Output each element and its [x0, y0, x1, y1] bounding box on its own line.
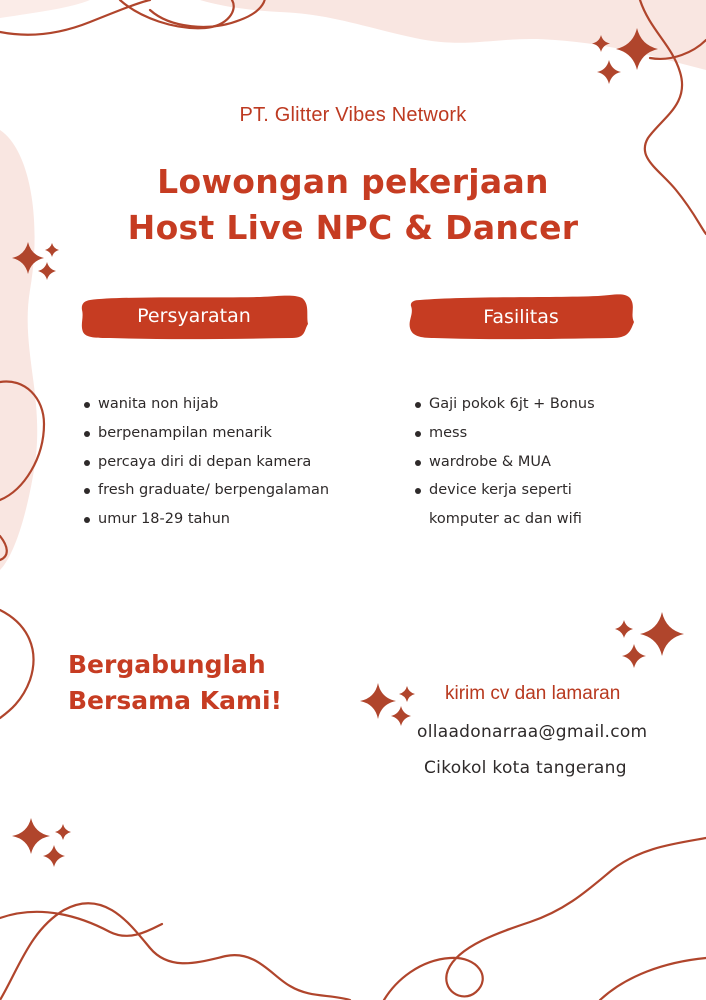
- headline-line-1: Lowongan pekerjaan: [157, 162, 549, 201]
- requirements-title: Persyaratan: [137, 305, 251, 327]
- sparkle-icon: [43, 845, 65, 867]
- sparkle-icon: [360, 683, 396, 719]
- bullet-dot-icon: [415, 402, 421, 408]
- contact-title: kirim cv dan lamaran: [445, 683, 621, 704]
- list-item: umur 18-29 tahun: [84, 505, 329, 534]
- cta-line-1: Bergabunglah: [68, 650, 266, 679]
- contact-email[interactable]: ollaadonarraa@gmail.com: [417, 722, 648, 742]
- cta-line-2: Bersama Kami!: [68, 686, 282, 715]
- bullet-dot-icon: [84, 488, 90, 494]
- list-item: wanita non hijab: [84, 390, 329, 419]
- bottom-wave: [0, 903, 350, 1000]
- bullet-dot-icon: [84, 402, 90, 408]
- list-item: berpenampilan menarik: [84, 419, 329, 448]
- bullet-dot-icon: [84, 517, 90, 523]
- company-name: PT. Glitter Vibes Network: [239, 104, 467, 126]
- top-right-blob: [200, 0, 706, 70]
- requirements-list: [84, 390, 329, 534]
- list-item: fresh graduate/ berpengalaman: [84, 476, 329, 505]
- sparkle-icon: [391, 706, 411, 726]
- sparkle-icon: [12, 818, 50, 854]
- bottom-right-wave: [384, 838, 706, 1000]
- list-item: mess: [415, 419, 595, 448]
- bullet-dot-icon: [415, 460, 421, 466]
- sparkle-icon: [622, 644, 646, 668]
- list-item: percaya diri di depan kamera: [84, 448, 329, 477]
- list-item: Gaji pokok 6jt + Bonus: [415, 390, 595, 419]
- facilities-title: Fasilitas: [483, 306, 559, 328]
- list-item: wardrobe & MUA: [415, 448, 595, 477]
- sparkle-icon: [38, 262, 56, 280]
- headline-line-2: Host Live NPC & Dancer: [127, 208, 579, 247]
- contact-address: Cikokol kota tangerang: [424, 758, 627, 778]
- requirements-header: [80, 294, 308, 340]
- sparkle-icon: [640, 612, 684, 656]
- sparkle-icon: [615, 620, 633, 638]
- sparkle-icon: [55, 824, 71, 840]
- top-left-blob: [0, 0, 90, 18]
- list-item-continuation: komputer ac dan wifi: [429, 511, 582, 528]
- bullet-dot-icon: [415, 488, 421, 494]
- list-item: device kerja seperti: [415, 476, 595, 505]
- sparkle-icon: [597, 60, 621, 84]
- sparkle-icon: [399, 686, 415, 702]
- bullet-dot-icon: [415, 431, 421, 437]
- bullet-dot-icon: [84, 431, 90, 437]
- bullet-dot-icon: [84, 460, 90, 466]
- facilities-header: [408, 292, 634, 340]
- facilities-list: [415, 390, 595, 534]
